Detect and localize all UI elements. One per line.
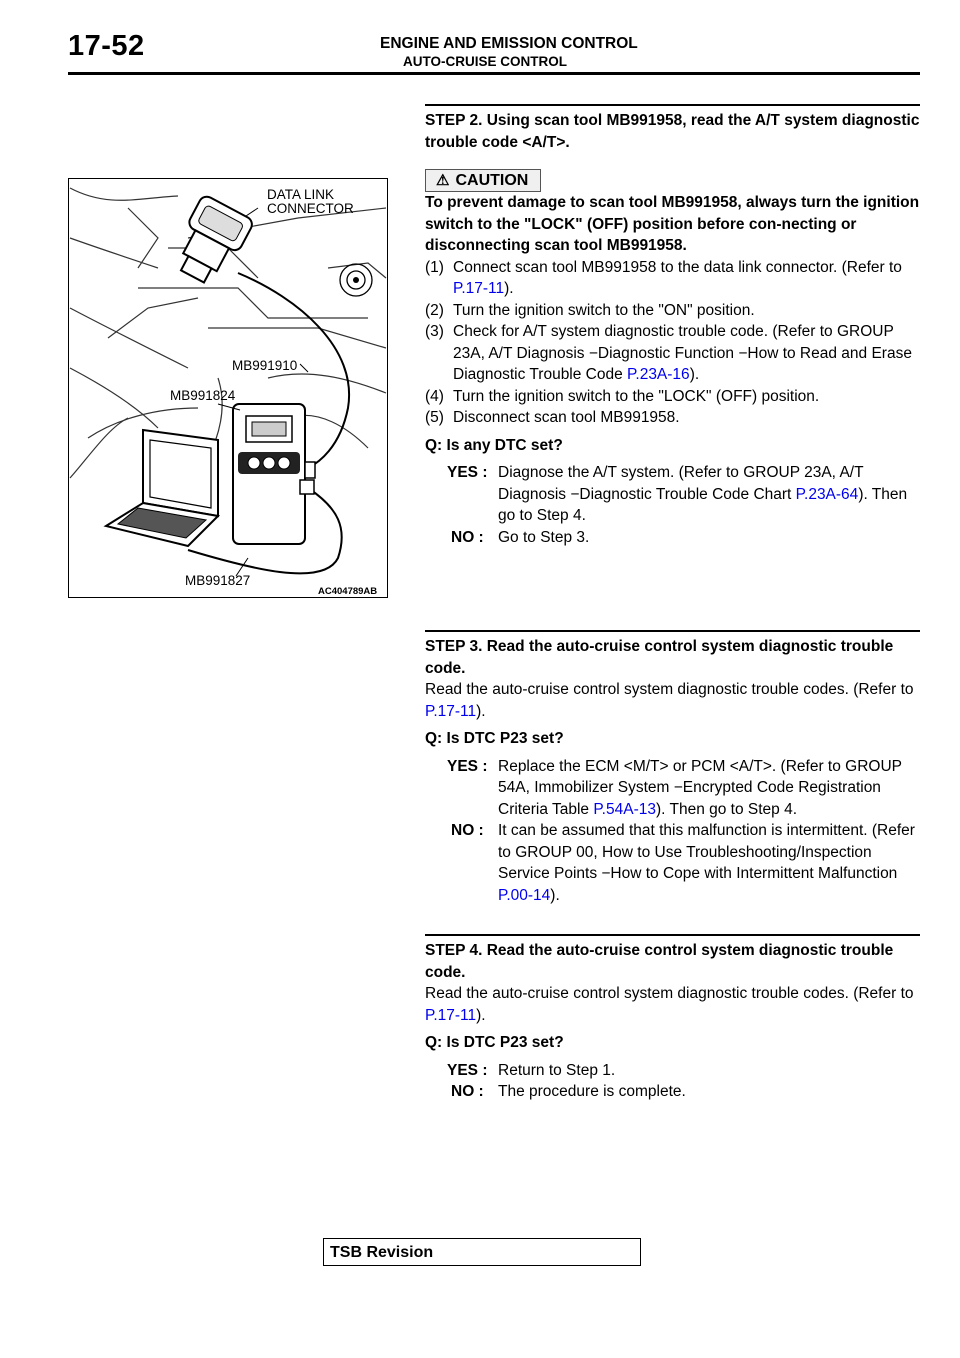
label-mb991827: MB991827 bbox=[185, 573, 251, 588]
no-key: NO : bbox=[451, 528, 484, 546]
page-number: 17-52 bbox=[68, 30, 145, 62]
link-p23a-16[interactable]: P.23A-16 bbox=[627, 366, 690, 383]
header-rule bbox=[68, 72, 920, 75]
label-dlc-1: DATA LINK bbox=[267, 187, 335, 202]
no-key: NO : bbox=[451, 822, 484, 839]
section-title: ENGINE AND EMISSION CONTROL bbox=[380, 35, 638, 52]
section-subtitle: AUTO-CRUISE CONTROL bbox=[403, 54, 567, 69]
caution-text: To prevent damage to scan tool MB991958, always turn the ignition switch to the "LOCK" (OFF) position before con-necting or disconnecting scan tool MB991958. bbox=[425, 194, 920, 254]
link-p54a-13[interactable]: P.54A-13 bbox=[593, 800, 656, 818]
link-p23a-64[interactable]: P.23A-64 bbox=[795, 485, 859, 503]
label-dlc-2: CONNECTOR bbox=[267, 201, 354, 216]
yes-key: YES : bbox=[447, 1061, 488, 1079]
list-item: (1) Connect scan tool MB991958 to the data link connector. (Refer to P.17-11). bbox=[425, 258, 902, 297]
scan-tool-illustration bbox=[68, 178, 388, 598]
step3-no: NO : It can be assumed that this malfunction is intermittent. (Refer to GROUP 00, How to Use Troubleshooting/Inspection Service Points −How to Cope with Intermittent Malfunction P.00-14). bbox=[451, 822, 915, 904]
tsb-revision-box: TSB Revision bbox=[323, 1238, 641, 1266]
step2-list bbox=[425, 257, 920, 429]
step3-heading: STEP 3. Read the auto-cruise control system diagnostic trouble code. bbox=[425, 630, 920, 679]
step2-question: Q: Is any DTC set? bbox=[425, 436, 563, 454]
step2-no: NO : Go to Step 3. bbox=[425, 527, 920, 549]
scan-tool-device bbox=[233, 404, 315, 544]
link-p00-14[interactable]: P.00-14 bbox=[498, 886, 551, 904]
list-item: (4) Turn the ignition switch to the "LOCK" (OFF) position. bbox=[425, 387, 820, 405]
scan-tool-diagram bbox=[68, 178, 388, 598]
step4-yes: YES : Return to Step 1. bbox=[425, 1060, 920, 1082]
step3-section bbox=[425, 630, 920, 906]
no-key: NO : bbox=[451, 1083, 484, 1100]
caution-box bbox=[425, 169, 541, 192]
step3-yes: YES : Replace the ECM <M/T> or PCM <A/T>. (Refer to GROUP 54A, Immobilizer System −Encrypted Code Registration Criteria Table P.54A-13). Then go to Step 4. bbox=[447, 757, 902, 818]
caution-label: CAUTION bbox=[455, 172, 529, 189]
figure-code: AC404789AB bbox=[318, 586, 378, 597]
label-mb991824: MB991824 bbox=[170, 388, 236, 403]
link-p17-11[interactable]: P.17-11 bbox=[425, 1006, 477, 1024]
list-item: (2) Turn the ignition switch to the "ON" position. bbox=[425, 301, 755, 319]
step4-heading: STEP 4. Read the auto-cruise control system diagnostic trouble code. bbox=[425, 934, 920, 983]
link-p17-11[interactable]: P.17-11 bbox=[453, 280, 505, 297]
step4-question: Q: Is DTC P23 set? bbox=[425, 1034, 564, 1051]
step2-yes: YES : Diagnose the A/T system. (Refer to GROUP 23A, A/T Diagnosis −Diagnostic Trouble Code Chart P.23A-64). Then go to Step 4. bbox=[447, 464, 908, 524]
list-item: (3) Check for A/T system diagnostic trouble code. (Refer to GROUP 23A, A/T Diagnosis −Diagnostic Function −How to Read and Erase Diagnostic Trouble Code P.23A-16). bbox=[425, 323, 912, 383]
label-mb991910: MB991910 bbox=[232, 358, 298, 373]
yes-key: YES : bbox=[447, 757, 488, 775]
step4-section bbox=[425, 934, 920, 1103]
list-item: (5) Disconnect scan tool MB991958. bbox=[425, 409, 680, 426]
step4-body: Read the auto-cruise control system diagnostic trouble codes. (Refer to P.17-11). bbox=[425, 985, 914, 1024]
step2-heading: STEP 2. Using scan tool MB991958, read the A/T system diagnostic trouble code <A/T>. bbox=[425, 104, 920, 153]
warning-icon: ⚠ bbox=[436, 172, 450, 189]
step3-body: Read the auto-cruise control system diagnostic trouble codes. (Refer to P.17-11). bbox=[425, 681, 914, 720]
step4-no: NO : The procedure is complete. bbox=[425, 1081, 920, 1103]
yes-key: YES : bbox=[447, 464, 488, 481]
step2-section bbox=[425, 104, 920, 548]
link-p17-11[interactable]: P.17-11 bbox=[425, 702, 477, 720]
step3-question: Q: Is DTC P23 set? bbox=[425, 730, 564, 747]
